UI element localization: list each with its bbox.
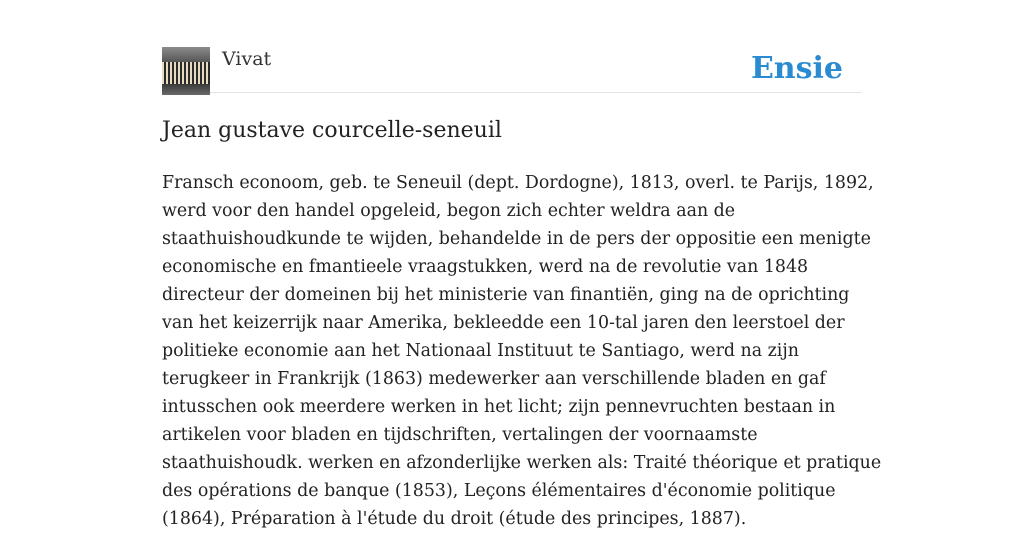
- article-line: Fransch econoom, geb. te Seneuil (dept. Dordogne), 1813, overl. te Parijs, 1892,: [162, 173, 874, 193]
- brand-logo[interactable]: Ensie: [750, 51, 843, 86]
- article-line: staathuishoudk. werken en afzonderlijke werken als: Traité théorique et pratique: [162, 453, 882, 473]
- article-body: [162, 169, 882, 533]
- avatar-shade-bottom: [162, 84, 210, 95]
- article-line: (1864), Préparation à l'étude du droit (étude des principes, 1887).: [162, 509, 747, 529]
- article-line: werd voor den handel opgeleid, begon zich echter weldra aan de: [162, 201, 736, 221]
- article-line: terugkeer in Frankrijk (1863) medewerker aan verschillende bladen en gaf: [162, 369, 826, 389]
- typewriter-keys-icon: [162, 62, 210, 84]
- article-line: directeur der domeinen bij het ministerie van finantiën, ging na de oprichting: [162, 285, 850, 305]
- header: [162, 47, 862, 93]
- avatar[interactable]: [162, 47, 210, 95]
- avatar-shade-top: [162, 47, 210, 62]
- article-line: des opérations de banque (1853), Leçons élémentaires d'économie politique: [162, 481, 836, 501]
- article-line: van het keizerrijk naar Amerika, bekleedde een 10-tal jaren den leerstoel der: [162, 313, 845, 333]
- username-link[interactable]: Vivat: [222, 48, 272, 70]
- article-line: politieke economie aan het Nationaal Instituut te Santiago, werd na zijn: [162, 341, 799, 361]
- article-line: intusschen ook meerdere werken in het licht; zijn pennevruchten bestaan in: [162, 397, 836, 417]
- article-line: economische en fmantieele vraagstukken, werd na de revolutie van 1848: [162, 257, 809, 277]
- page-title: Jean gustave courcelle-seneuil: [162, 118, 502, 143]
- article-line: staathuishoudkunde te wijden, behandelde in de pers der oppositie een menigte: [162, 229, 871, 249]
- article-line: artikelen voor bladen en tijdschriften, vertalingen der voornaamste: [162, 425, 758, 445]
